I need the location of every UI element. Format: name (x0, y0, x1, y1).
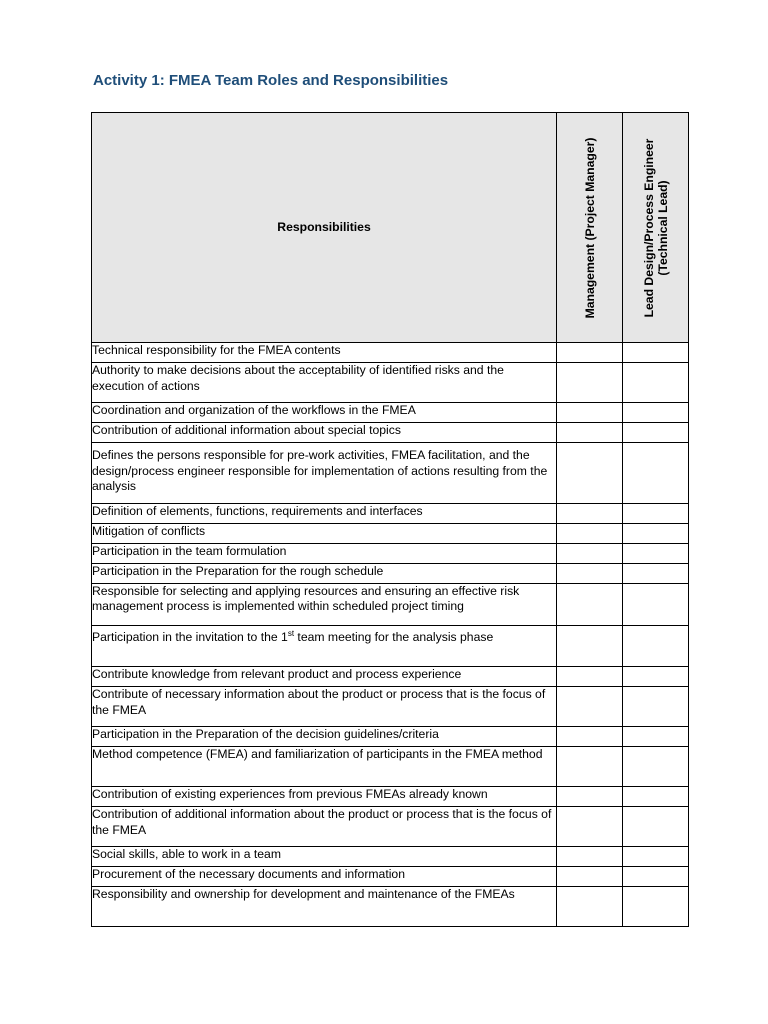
responsibility-cell: Technical responsibility for the FMEA contents (92, 343, 557, 363)
responsibilities-column-header: Responsibilities (92, 113, 557, 343)
responsibility-cell: Definition of elements, functions, requirements and interfaces (92, 504, 557, 524)
responsibility-cell: Responsible for selecting and applying resources and ensuring an effective risk management process is implemented within scheduled project timing (92, 584, 557, 626)
responsibilities-table (91, 112, 689, 927)
management-checkbox-cell[interactable] (557, 524, 623, 544)
lead-design-checkbox-cell[interactable] (623, 687, 689, 727)
table-row (92, 626, 689, 667)
responsibility-cell: Participation in the Preparation of the decision guidelines/criteria (92, 727, 557, 747)
lead-design-checkbox-cell[interactable] (623, 787, 689, 807)
management-checkbox-cell[interactable] (557, 867, 623, 887)
table-row (92, 443, 689, 504)
table-row (92, 667, 689, 687)
lead-design-checkbox-cell[interactable] (623, 747, 689, 787)
lead-design-checkbox-cell[interactable] (623, 524, 689, 544)
table-row (92, 403, 689, 423)
management-checkbox-cell[interactable] (557, 687, 623, 727)
management-checkbox-cell[interactable] (557, 504, 623, 524)
responsibility-cell: Participation in the team formulation (92, 544, 557, 564)
management-checkbox-cell[interactable] (557, 544, 623, 564)
management-checkbox-cell[interactable] (557, 847, 623, 867)
management-checkbox-cell[interactable] (557, 887, 623, 927)
lead-design-checkbox-cell[interactable] (623, 403, 689, 423)
responsibility-cell (92, 626, 557, 667)
management-checkbox-cell[interactable] (557, 584, 623, 626)
management-checkbox-cell[interactable] (557, 363, 623, 403)
ordinal-superscript: st (287, 628, 295, 638)
lead-design-checkbox-cell[interactable] (623, 727, 689, 747)
table-row (92, 504, 689, 524)
responsibility-cell: Contribution of existing experiences from previous FMEAs already known (92, 787, 557, 807)
table-row (92, 727, 689, 747)
responsibility-cell: Mitigation of conflicts (92, 524, 557, 544)
responsibility-cell: Contribute knowledge from relevant product and process experience (92, 667, 557, 687)
management-checkbox-cell[interactable] (557, 667, 623, 687)
responsibility-cell: Procurement of the necessary documents and information (92, 867, 557, 887)
responsibility-cell: Method competence (FMEA) and familiarization of participants in the FMEA method (92, 747, 557, 787)
lead-design-checkbox-cell[interactable] (623, 584, 689, 626)
lead-design-checkbox-cell[interactable] (623, 667, 689, 687)
page-title: Activity 1: FMEA Team Roles and Responsibilities (93, 72, 449, 89)
table-row (92, 564, 689, 584)
lead-design-checkbox-cell[interactable] (623, 544, 689, 564)
table-row (92, 687, 689, 727)
table-row (92, 867, 689, 887)
table-row (92, 807, 689, 847)
management-checkbox-cell[interactable] (557, 807, 623, 847)
responsibility-text: Participation in the invitation to the 1 (92, 630, 288, 644)
responsibility-cell: Contribution of additional information about special topics (92, 423, 557, 443)
lead-design-checkbox-cell[interactable] (623, 343, 689, 363)
responsibility-cell: Contribution of additional information about the product or process that is the focus of the FMEA (92, 807, 557, 847)
lead-design-column-label: Lead Design/Process Engineer (Technical Lead) (641, 138, 670, 317)
lead-design-checkbox-cell[interactable] (623, 626, 689, 667)
responsibility-cell: Coordination and organization of the workflows in the FMEA (92, 403, 557, 423)
management-checkbox-cell[interactable] (557, 423, 623, 443)
table-row (92, 524, 689, 544)
management-checkbox-cell[interactable] (557, 747, 623, 787)
table-row (92, 343, 689, 363)
management-column-header (557, 113, 623, 343)
lead-design-checkbox-cell[interactable] (623, 363, 689, 403)
table-row (92, 747, 689, 787)
lead-design-checkbox-cell[interactable] (623, 504, 689, 524)
table-row (92, 847, 689, 867)
table-row (92, 887, 689, 927)
lead-design-checkbox-cell[interactable] (623, 867, 689, 887)
responsibility-cell: Participation in the Preparation for the rough schedule (92, 564, 557, 584)
management-column-label: Management (Project Manager) (582, 137, 597, 318)
lead-design-checkbox-cell[interactable] (623, 887, 689, 927)
table-row (92, 363, 689, 403)
management-checkbox-cell[interactable] (557, 343, 623, 363)
table-row (92, 787, 689, 807)
lead-design-checkbox-cell[interactable] (623, 564, 689, 584)
management-checkbox-cell[interactable] (557, 564, 623, 584)
responsibility-cell: Contribute of necessary information about the product or process that is the focus of the FMEA (92, 687, 557, 727)
responsibility-cell: Social skills, able to work in a team (92, 847, 557, 867)
management-checkbox-cell[interactable] (557, 626, 623, 667)
responsibility-cell: Responsibility and ownership for development and maintenance of the FMEAs (92, 887, 557, 927)
table-header-row (92, 113, 689, 343)
table-row (92, 584, 689, 626)
lead-design-checkbox-cell[interactable] (623, 423, 689, 443)
lead-design-checkbox-cell[interactable] (623, 443, 689, 504)
responsibility-text: team meeting for the analysis phase (294, 630, 494, 644)
lead-design-checkbox-cell[interactable] (623, 847, 689, 867)
management-checkbox-cell[interactable] (557, 443, 623, 504)
responsibility-cell: Defines the persons responsible for pre-work activities, FMEA facilitation, and the design/process engineer responsible for implementation of actions resulting from the analysis (92, 443, 557, 504)
lead-design-checkbox-cell[interactable] (623, 807, 689, 847)
management-checkbox-cell[interactable] (557, 727, 623, 747)
responsibility-cell: Authority to make decisions about the acceptability of identified risks and the execution of actions (92, 363, 557, 403)
management-checkbox-cell[interactable] (557, 787, 623, 807)
table-row (92, 544, 689, 564)
management-checkbox-cell[interactable] (557, 403, 623, 423)
lead-design-column-header (623, 113, 689, 343)
table-row (92, 423, 689, 443)
